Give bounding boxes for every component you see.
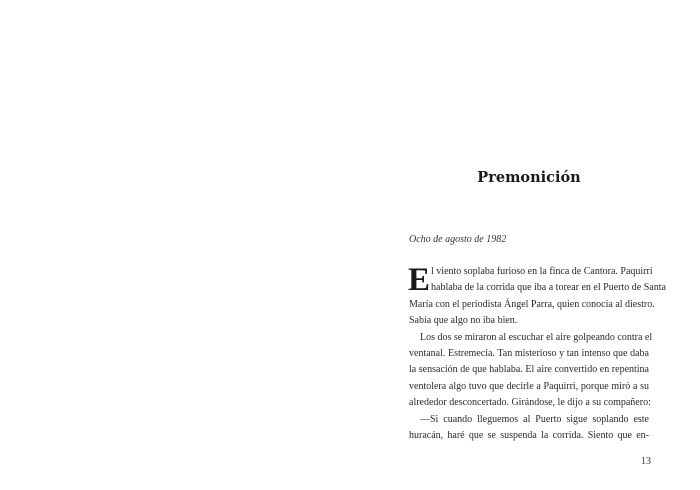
drop-cap: E <box>408 262 431 298</box>
page-number: 13 <box>641 456 651 467</box>
chapter-date: Ocho de agosto de 1982 <box>409 234 507 245</box>
chapter-body <box>408 262 666 444</box>
text-line: huracán, haré que se suspenda la corrida. Siento que en- <box>409 429 649 441</box>
text-line: hablaba de la corrida que iba a torear en el Puerto de Santa <box>431 282 666 294</box>
text-line: alrededor desconcertado. Girándose, le dijo a su compañero: <box>409 397 651 409</box>
text-line: ventanal. Estremecía. Tan misterioso y tan intenso que daba <box>409 347 649 359</box>
text-line: ventolera algo tuvo que decirle a Paquirri, porque miró a su <box>409 380 649 392</box>
text-line: María con el periodista Ángel Parra, quien conocía al diestro. <box>409 298 655 310</box>
paragraph-2 <box>409 330 653 412</box>
paragraph-1 <box>408 262 666 330</box>
text-line: la sensación de que hablaba. El aire convertido en repentina <box>409 364 649 376</box>
paragraph-3 <box>409 412 649 445</box>
chapter-title: Premonición <box>477 169 581 186</box>
text-line: —Si cuando lleguemos al Puerto sigue soplando este <box>420 413 649 425</box>
text-line: Los dos se miraron al escuchar el aire golpeando contra el <box>420 331 653 343</box>
text-line: l viento soplaba furioso en la finca de Cantora. Paquirri <box>431 266 653 277</box>
text-line: Sabía que algo no iba bien. <box>409 315 518 327</box>
